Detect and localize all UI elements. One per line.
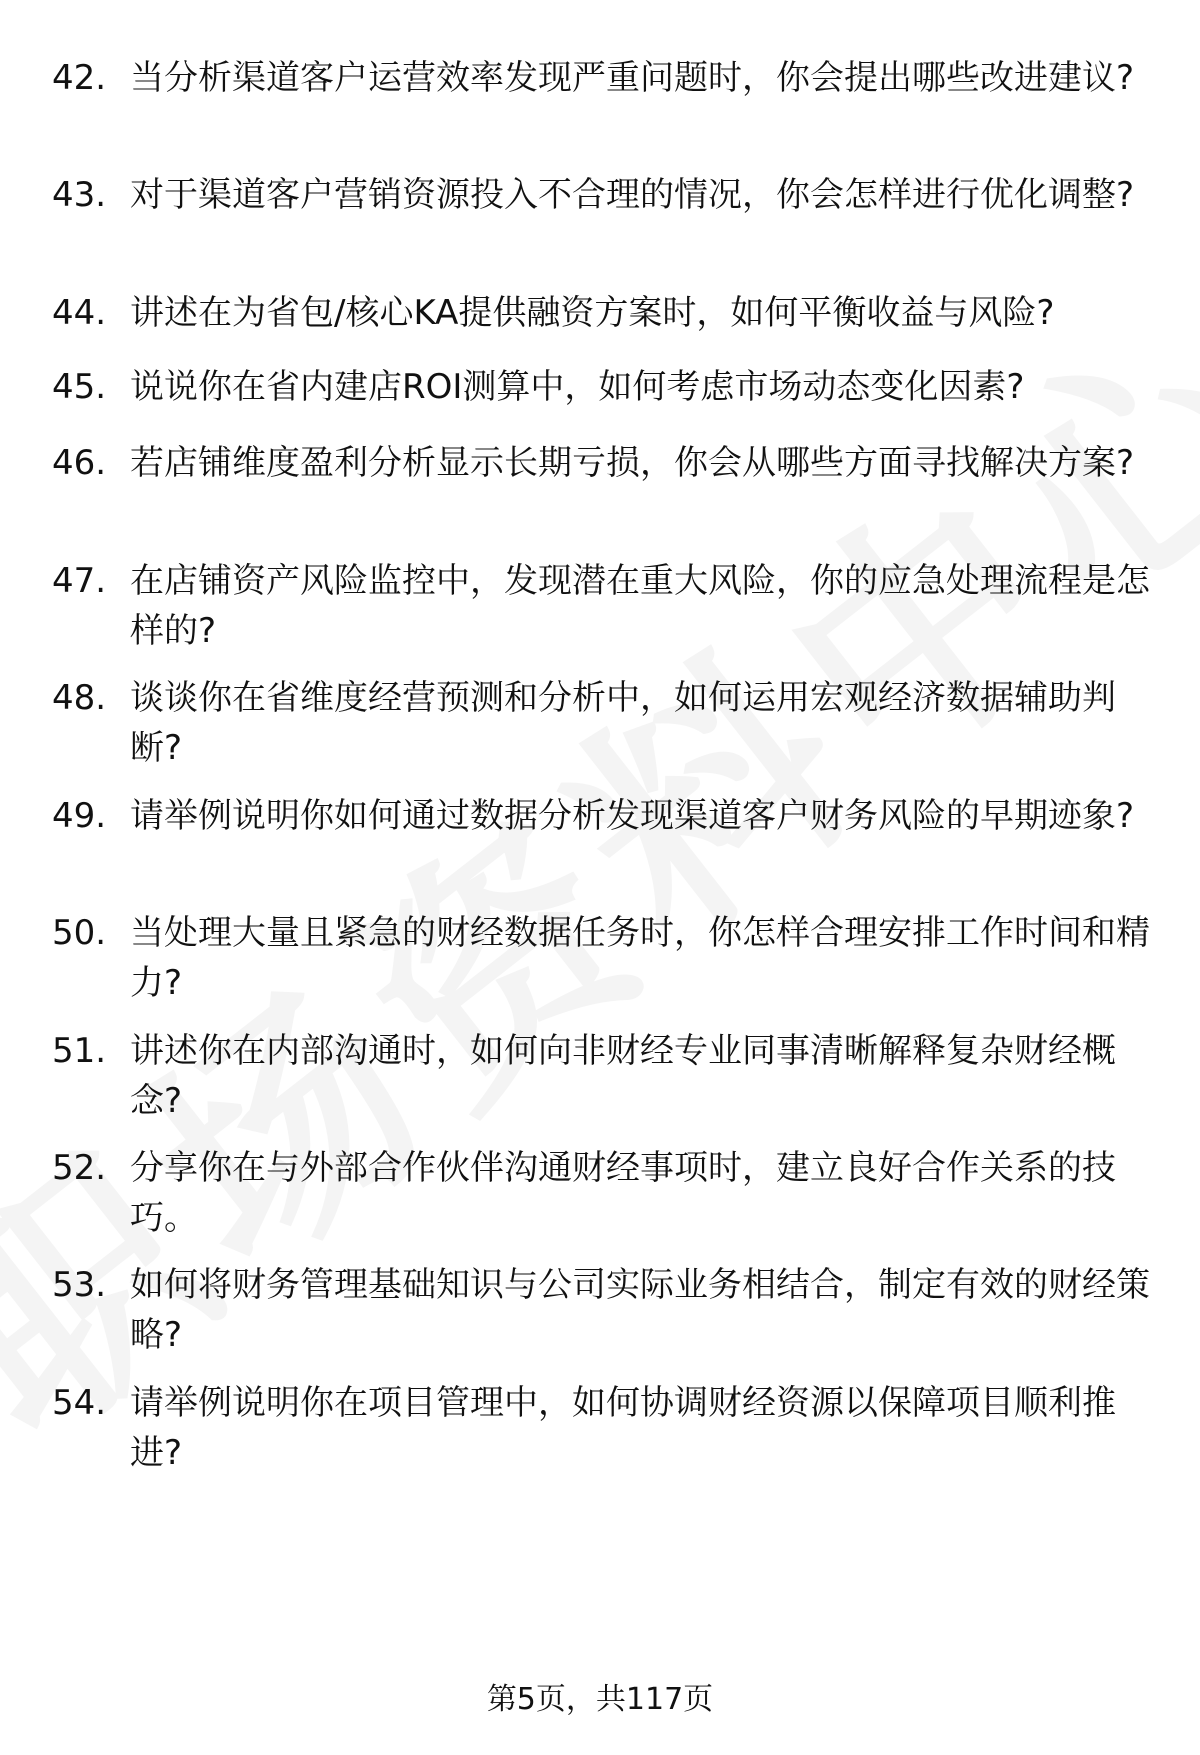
question-text: 讲述你在内部沟通时，如何向非财经专业同事清晰解释复杂财经概念? [130, 1031, 1116, 1121]
question-text: 若店铺维度盈利分析显示长期亏损，你会从哪些方面寻找解决方案? [130, 443, 1135, 483]
question-text: 如何将财务管理基础知识与公司实际业务相结合，制定有效的财经策略? [130, 1265, 1150, 1355]
question-number: 49. [52, 796, 107, 836]
question-number: 50. [52, 913, 107, 953]
question-number: 44. [52, 293, 107, 333]
question-text: 当处理大量且紧急的财经数据任务时，你怎样合理安排工作时间和精力? [130, 913, 1150, 1003]
question-text: 分享你在与外部合作伙伴沟通财经事项时，建立良好合作关系的技巧。 [130, 1148, 1116, 1238]
question-number: 46. [52, 443, 107, 483]
question-number: 51. [52, 1031, 107, 1071]
question-text: 请举例说明你如何通过数据分析发现渠道客户财务风险的早期迹象? [130, 796, 1135, 836]
question-number: 54. [52, 1383, 107, 1423]
question-text: 说说你在省内建店ROI测算中，如何考虑市场动态变化因素? [130, 367, 1025, 407]
question-text: 谈谈你在省维度经营预测和分析中，如何运用宏观经济数据辅助判断? [130, 678, 1116, 768]
question-text: 在店铺资产风险监控中，发现潜在重大风险，你的应急处理流程是怎样的? [130, 561, 1150, 651]
question-text: 对于渠道客户营销资源投入不合理的情况，你会怎样进行优化调整? [130, 175, 1135, 215]
page-footer: 第5页，共117页 [486, 1682, 714, 1717]
question-text: 当分析渠道客户运营效率发现严重问题时，你会提出哪些改进建议? [130, 58, 1135, 98]
question-text: 请举例说明你在项目管理中，如何协调财经资源以保障项目顺利推进? [130, 1383, 1116, 1473]
question-number: 53. [52, 1265, 107, 1305]
question-number: 48. [52, 678, 107, 718]
question-number: 42. [52, 58, 107, 98]
question-number: 43. [52, 175, 107, 215]
question-number: 47. [52, 561, 107, 601]
question-text: 讲述在为省包/核心KA提供融资方案时，如何平衡收益与风险? [130, 293, 1055, 333]
question-number: 45. [52, 367, 107, 407]
question-number: 52. [52, 1148, 107, 1188]
